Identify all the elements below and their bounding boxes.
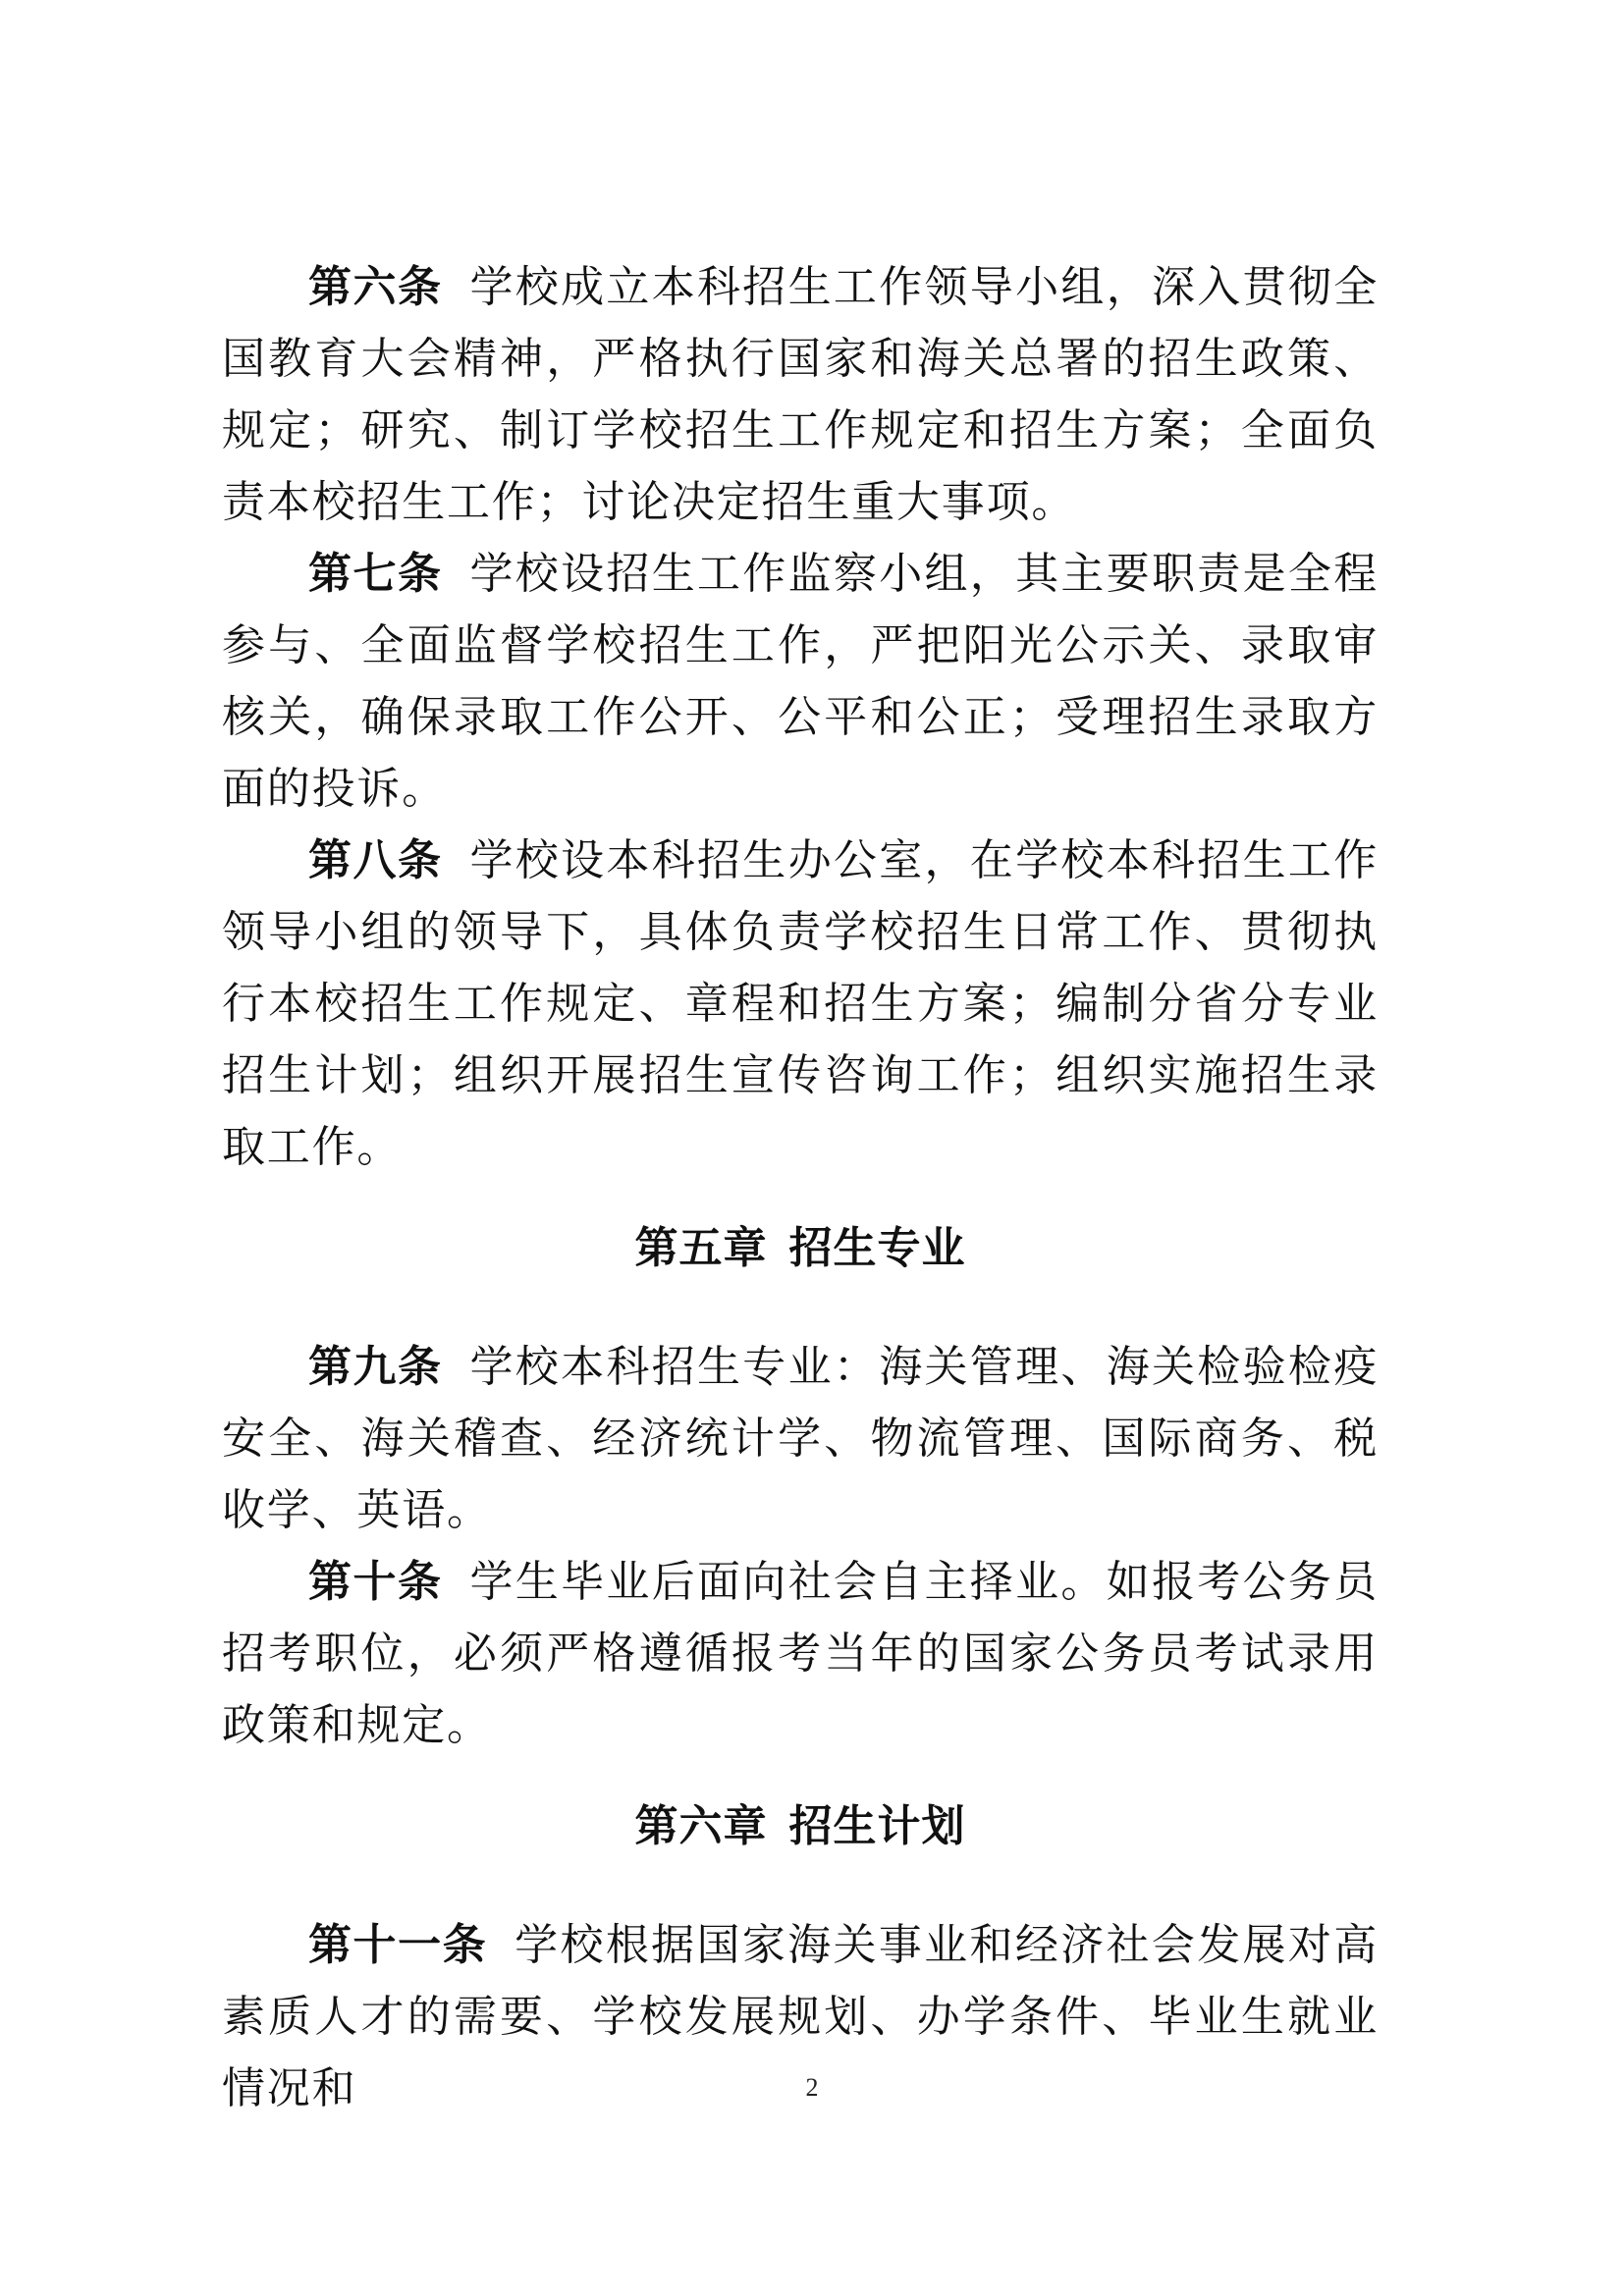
chapter-6-heading (222, 1790, 1379, 1862)
article-9 (222, 1331, 1379, 1546)
article-7-text: 学校设招生工作监察小组，其主要职责是全程参与、全面监督学校招生工作，严把阳光公示关、录取审核关，确保录取工作公开、公平和公正；受理招生录取方面的投诉。 (222, 549, 1379, 814)
chapter-6-title: 招生计划 (788, 1801, 966, 1851)
article-6-text: 学校成立本科招生工作领导小组，深入贯彻全国教育大会精神，严格执行国家和海关总署的招生政策、规定；研究、制订学校招生工作规定和招生方案；全面负责本校招生工作；讨论决定招生重大事项。 (222, 262, 1379, 527)
article-6 (222, 251, 1379, 538)
article-7 (222, 538, 1379, 825)
page-number: 2 (805, 2073, 819, 2102)
article-9-label: 第九条 (308, 1342, 443, 1392)
article-11-label: 第十一条 (308, 1920, 488, 1970)
article-8 (222, 825, 1379, 1183)
article-10-label: 第十条 (308, 1557, 443, 1607)
chapter-5-heading (222, 1212, 1379, 1284)
article-11-text: 学校根据国家海关事业和经济社会发展对高素质人才的需要、学校发展规划、办学条件、毕业生就业情况和 (222, 1920, 1380, 2113)
article-8-label: 第八条 (308, 835, 443, 885)
article-7-label: 第七条 (308, 549, 443, 599)
article-10 (222, 1546, 1379, 1761)
article-8-text: 学校设本科招生办公室，在学校本科招生工作领导小组的领导下，具体负责学校招生日常工作、贯彻执行本校招生工作规定、章程和招生方案；编制分省分专业招生计划；组织开展招生宣传咨询工作；组织实施招生录取工作。 (222, 835, 1379, 1172)
chapter-5-title: 招生专业 (788, 1223, 966, 1273)
chapter-5-number: 第五章 (634, 1223, 768, 1273)
article-6-label: 第六条 (308, 262, 443, 312)
document-body (222, 251, 1379, 2124)
article-9-text: 学校本科招生专业：海关管理、海关检验检疫安全、海关稽查、经济统计学、物流管理、国际商务、税收学、英语。 (222, 1342, 1379, 1535)
chapter-6-number: 第六章 (634, 1801, 768, 1851)
article-10-text: 学生毕业后面向社会自主择业。如报考公务员招考职位，必须严格遵循报考当年的国家公务员考试录用政策和规定。 (222, 1557, 1379, 1750)
